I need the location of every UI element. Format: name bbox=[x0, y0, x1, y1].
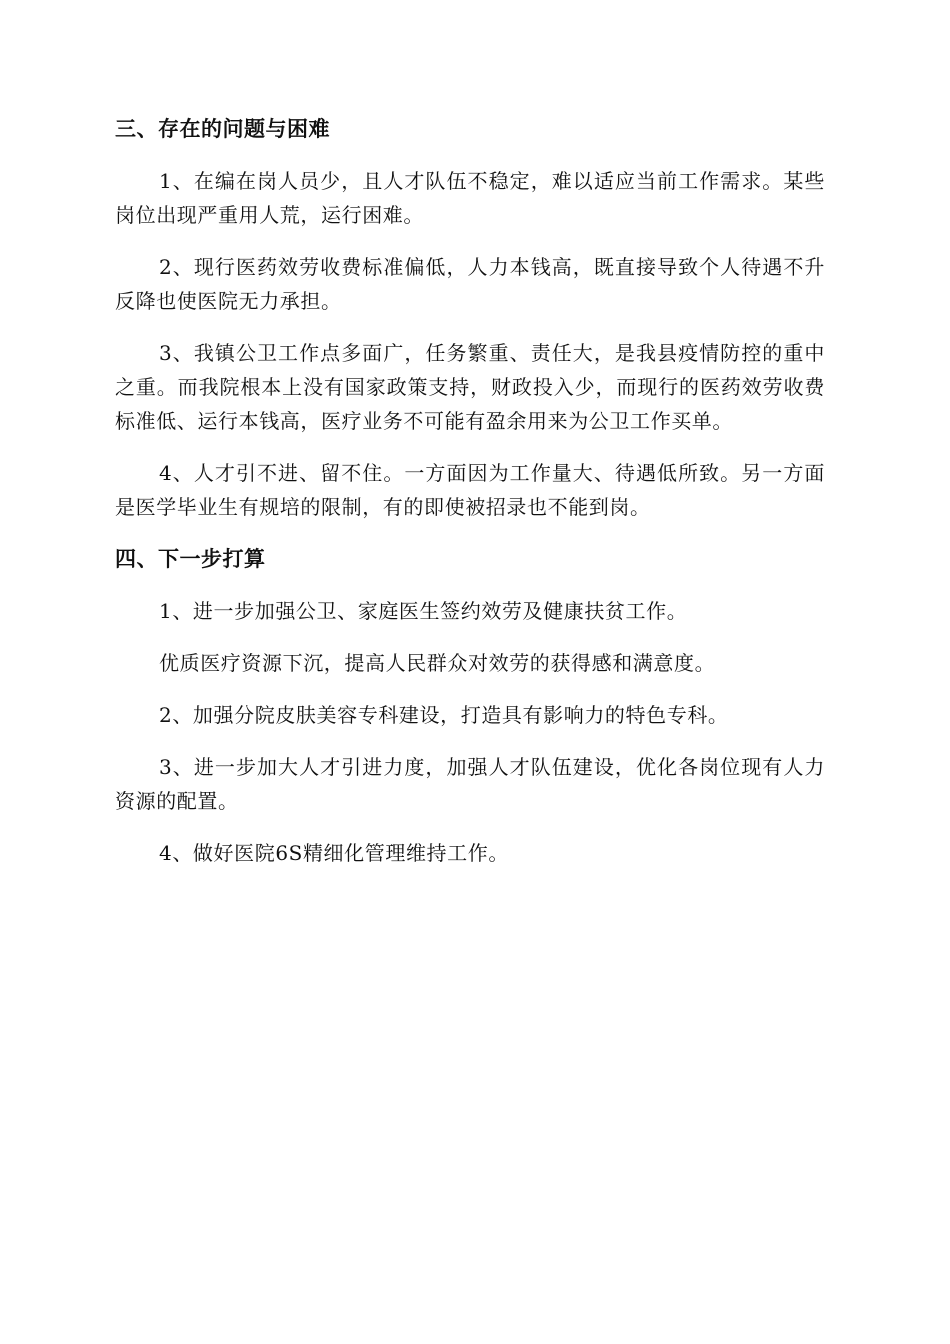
section-problems bbox=[115, 112, 825, 524]
paragraph: 3、进一步加大人才引进力度，加强人才队伍建设，优化各岗位现有人力资源的配置。 bbox=[115, 755, 825, 813]
paragraph: 优质医疗资源下沉，提高人民群众对效劳的获得感和满意度。 bbox=[159, 651, 716, 675]
section-heading: 四、下一步打算 bbox=[115, 547, 266, 571]
paragraph: 1、在编在岗人员少，且人才队伍不稳定，难以适应当前工作需求。某些岗位出现严重用人荒，运行困难。 bbox=[115, 169, 825, 227]
section-next-steps bbox=[115, 542, 825, 870]
document-page bbox=[115, 112, 825, 888]
paragraph: 4、做好医院6S精细化管理维持工作。 bbox=[159, 841, 509, 865]
paragraph: 4、人才引不进、留不住。一方面因为工作量大、待遇低所致。另一方面是医学毕业生有规培的限制，有的即使被招录也不能到岗。 bbox=[115, 461, 825, 519]
paragraph: 1、进一步加强公卫、家庭医生签约效劳及健康扶贫工作。 bbox=[159, 599, 688, 623]
paragraph: 2、现行医药效劳收费标准偏低，人力本钱高，既直接导致个人待遇不升反降也使医院无力承担。 bbox=[115, 255, 825, 313]
section-heading: 三、存在的问题与困难 bbox=[115, 117, 330, 141]
paragraph: 3、我镇公卫工作点多面广，任务繁重、责任大，是我县疫情防控的重中之重。而我院根本上没有国家政策支持，财政投入少，而现行的医药效劳收费标准低、运行本钱高，医疗业务不可能有盈余用来为公卫工作买单。 bbox=[115, 341, 825, 433]
paragraph: 2、加强分院皮肤美容专科建设，打造具有影响力的特色专科。 bbox=[159, 703, 729, 727]
